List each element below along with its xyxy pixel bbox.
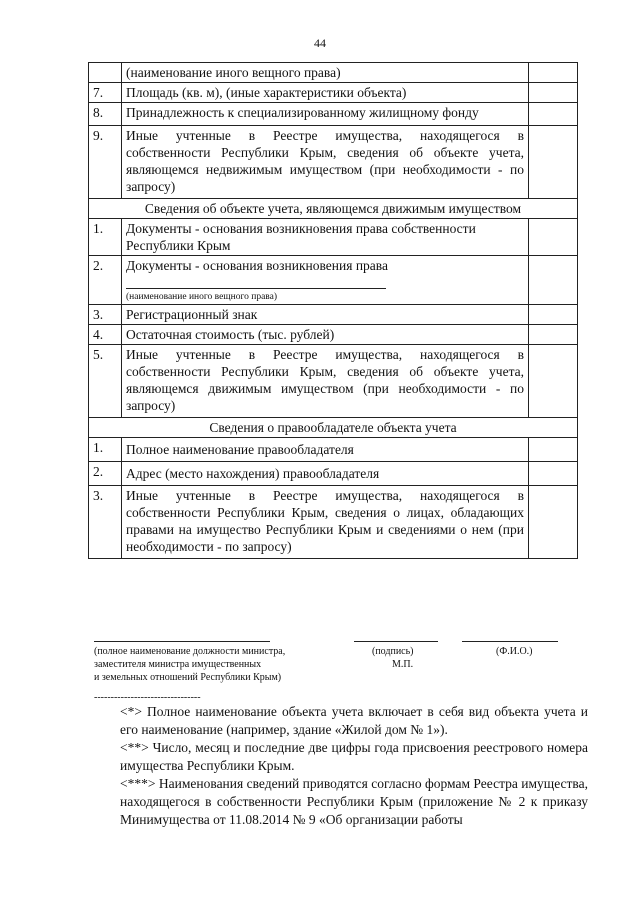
position-caption-line: и земельных отношений Республики Крым): [94, 672, 282, 683]
fill-in-line: [126, 274, 386, 289]
section-header-row: [89, 418, 578, 438]
table-row: [89, 345, 578, 418]
row-number: 1.: [89, 219, 122, 256]
row-text: Площадь (кв. м), (иные характеристики объекта): [122, 83, 529, 103]
row-text: Адрес (место нахождения) правообладателя: [122, 462, 529, 486]
value-cell: [529, 219, 578, 256]
page-number: 44: [314, 36, 326, 50]
value-cell: [529, 126, 578, 199]
value-cell: [529, 63, 578, 83]
value-cell: [529, 305, 578, 325]
row-text: Документы - основания возникновения права собственности Республики Крым: [122, 219, 529, 256]
value-cell: [529, 83, 578, 103]
row-text: Принадлежность к специализированному жилищному фонду: [122, 103, 529, 126]
table-row: [89, 462, 578, 486]
row-text: Иные учтенные в Реестре имущества, находящегося в собственности Республики Крым, сведения об объекте учета, являющемся движимым имуществом (при необходимости - по запросу): [122, 345, 529, 418]
row-number: 8.: [89, 103, 122, 126]
name-caption: (Ф.И.О.): [496, 646, 533, 657]
table-row: [89, 103, 578, 126]
footnote-separator: --------------------------------: [94, 692, 201, 703]
section-header: Сведения о правообладателе объекта учета: [89, 418, 578, 438]
row-number: 4.: [89, 325, 122, 345]
section-header-row: [89, 199, 578, 219]
footnote-2: <**> Число, месяц и последние две цифры года присвоения реестрового номера имущества Республики Крым.: [120, 740, 588, 773]
table-row: [89, 126, 578, 199]
table-row: [89, 83, 578, 103]
row-text: Документы - основания возникновения права: [126, 258, 388, 273]
row-note: (наименование иного вещного права): [126, 292, 278, 302]
position-caption-line: заместителя министра имущественных: [94, 659, 262, 670]
row-number: 5.: [89, 345, 122, 418]
table-row: [89, 256, 578, 305]
table-row: [89, 486, 578, 559]
row-number: 2.: [89, 462, 122, 486]
value-cell: [529, 486, 578, 559]
row-number: 9.: [89, 126, 122, 199]
position-caption-line: (полное наименование должности министра,: [94, 646, 286, 657]
signature-caption: (подпись): [372, 646, 414, 657]
row-number: 2.: [89, 256, 122, 305]
row-number: [89, 63, 122, 83]
row-text: Остаточная стоимость (тыс. рублей): [122, 325, 529, 345]
position-signature-line: [94, 641, 270, 642]
row-number: 3.: [89, 486, 122, 559]
value-cell: [529, 256, 578, 305]
row-number: 7.: [89, 83, 122, 103]
value-cell: [529, 438, 578, 462]
footnote-1: <*> Полное наименование объекта учета включает в себя вид объекта учета и его наименование (например, здание «Жилой дом № 1»).: [120, 704, 588, 737]
name-signature-line: [462, 641, 558, 642]
value-cell: [529, 345, 578, 418]
signature-line: [354, 641, 438, 642]
row-number: 1.: [89, 438, 122, 462]
row-text-with-note: [122, 256, 529, 305]
row-text: (наименование иного вещного права): [122, 63, 529, 83]
row-text: Иные учтенные в Реестре имущества, находящегося в собственности Республики Крым, сведения о лицах, обладающих правами на имущество Республики Крым и сведениями о нем (при необходимости - по запросу): [122, 486, 529, 559]
table-row: [89, 438, 578, 462]
table-row: [89, 63, 578, 83]
table-row: [89, 305, 578, 325]
table-row: [89, 219, 578, 256]
value-cell: [529, 325, 578, 345]
table-row: [89, 325, 578, 345]
footnote-3: <***> Наименования сведений приводятся согласно формам Реестра имущества, находящегося в собственности Республики Крым (приложение № 2 к приказу Минимущества от 11.08.2014 № 9 «Об организации работы: [120, 776, 588, 827]
position-caption: [94, 645, 285, 684]
row-number: 3.: [89, 305, 122, 325]
footnotes: [88, 703, 588, 829]
section-header: Сведения об объекте учета, являющемся движимым имуществом: [89, 199, 578, 219]
row-text: Регистрационный знак: [122, 305, 529, 325]
registry-table: [88, 62, 578, 559]
stamp-caption: М.П.: [392, 659, 414, 670]
value-cell: [529, 462, 578, 486]
row-text: Полное наименование правообладателя: [122, 438, 529, 462]
value-cell: [529, 103, 578, 126]
row-text: Иные учтенные в Реестре имущества, находящегося в собственности Республики Крым, сведения об объекте учета, являющемся недвижимым имуществом (при необходимости - по запросу): [122, 126, 529, 199]
